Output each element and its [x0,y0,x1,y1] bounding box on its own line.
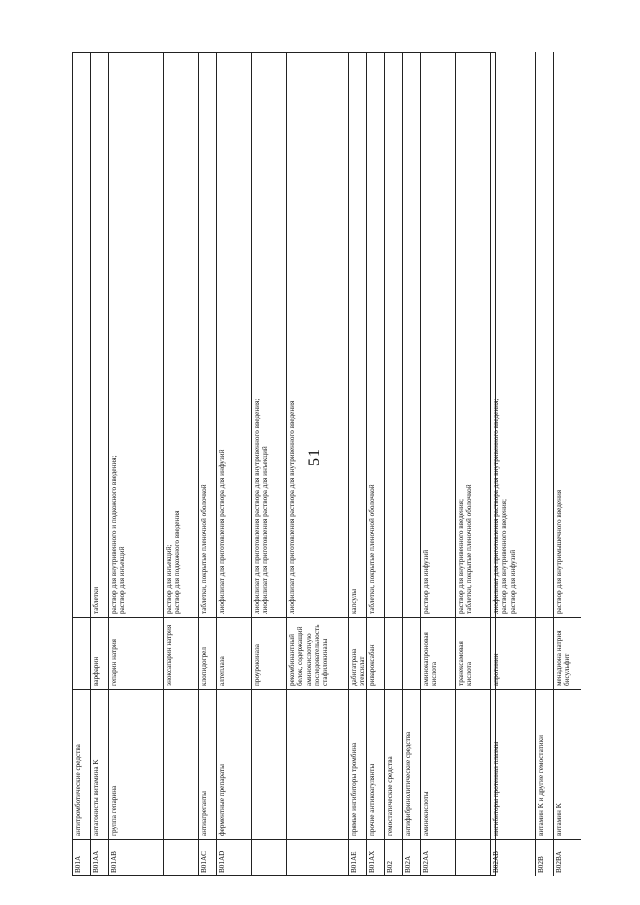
cell-group: антифибринолитические средства [402,690,420,840]
cell-group: ферментные препараты [216,690,251,840]
cell-code [286,840,348,876]
cell-drug: проурокиназа [251,618,286,690]
row-divider [384,52,385,876]
table-row [420,52,455,876]
row-divider [251,52,252,876]
cell-code: B02 [386,861,394,873]
cell-code: B02AB [492,851,500,873]
cell-form [384,52,402,618]
table-row [455,52,490,876]
cell-drug [535,618,553,690]
cell-group: аминокислоты [420,690,455,840]
row-divider [455,52,456,876]
row-divider [420,52,421,876]
cell-group: гемостатические средства [384,690,402,840]
cell-form: капсулы [348,52,366,618]
cell-form: лиофилизат для приготовления раствора для внутривенного введения; раствор для внутривенного введения; раствор для инфузий [490,52,535,618]
cell-form: раствор для инфузий [420,52,455,618]
table-row [108,52,163,876]
cell-code [455,840,490,876]
cell-drug: рекомбинантный белок, содержащий аминокислотную последовательность стафилокиназы [286,618,348,690]
cell-group [455,690,490,840]
page-number: 51 [306,448,323,466]
cell-form: раствор для внутривенного и подкожного введения; раствор для инъекций [108,52,163,618]
cell-drug [72,618,90,690]
cell-form [72,52,90,618]
row-divider [348,52,349,876]
cell-group [163,690,198,840]
cell-drug: гепарин натрия [108,618,163,690]
cell-group [286,690,348,840]
cell-form: таблетки [90,52,108,618]
cell-form: раствор для внутривенного введения; таблетки, покрытые пленочной оболочкой [455,52,490,618]
table-row [216,52,251,876]
cell-code: B01AE [350,851,358,873]
cell-code: B01AD [218,850,226,873]
cell-group: антитромботические средства [72,690,90,840]
cell-code: B01AX [368,850,376,873]
cell-group: антагонисты витамина K [90,690,108,840]
cell-drug [384,618,402,690]
row-divider [163,52,164,876]
table-row [366,52,384,876]
cell-group: прямые ингибиторы тромбина [348,690,366,840]
cell-form [535,52,553,618]
cell-drug: аминокапроновая кислота [420,618,455,690]
table-row [198,52,216,876]
cell-form: лиофилизат для приготовления раствора для внутривенного введения; лиофилизат для приготовления раствора для инъекций [251,52,286,618]
row-divider [286,52,287,876]
cell-group: прочие антикоагулянты [366,690,384,840]
cell-drug: варфарин [90,618,108,690]
cell-drug: ривароксабан [366,618,384,690]
cell-form: таблетки, покрытые пленочной оболочкой [366,52,384,618]
cell-code: B01AB [110,851,118,873]
row-divider [90,52,91,876]
cell-group: витамин K и другие гемостатики [535,690,553,840]
cell-group [251,690,286,840]
row-divider [490,52,491,876]
table-row [384,52,402,876]
cell-code: B02AA [422,850,430,873]
cell-code [251,840,286,876]
cell-drug: дабигатрана этексилат [348,618,366,690]
row-divider [216,52,217,876]
row-divider [366,52,367,876]
cell-group: группа гепарина [108,690,163,840]
drug-table [72,52,572,876]
cell-drug: менадиона натрия бисульфит [553,618,581,690]
row-divider [535,52,536,876]
cell-code [163,840,198,876]
cell-code: B02BA [555,851,563,873]
cell-group: ингибиторы протеиназ плазмы [490,690,535,840]
cell-code: B01AA [92,850,100,873]
table-row [535,52,553,876]
cell-form: раствор для инъекций; раствор для подкожного введения [163,52,198,618]
table-row [72,52,90,876]
row-divider [402,52,403,876]
cell-group: витамин K [553,690,581,840]
row-divider [198,52,199,876]
cell-code: B02A [404,855,412,873]
row-divider [108,52,109,876]
table-row [348,52,366,876]
table-row [90,52,108,876]
cell-drug: эноксапарин натрия [163,618,198,690]
table-row [490,52,535,876]
cell-form: лиофилизат для приготовления раствора для инфузий [216,52,251,618]
cell-drug: алтеплаза [216,618,251,690]
table-row [163,52,198,876]
cell-form [402,52,420,618]
table-row [251,52,286,876]
cell-drug [402,618,420,690]
cell-code: B02B [537,856,545,873]
cell-form: лиофилизат для приготовления раствора для внутривенного введения [286,52,348,618]
table-row [286,52,348,876]
cell-drug: транексамовая кислота [455,618,490,690]
cell-form: раствор для внутримышечного введения [553,52,581,618]
cell-code: B01A [74,855,82,873]
cell-form: таблетки, покрытые пленочной оболочкой [198,52,216,618]
cell-group: антиагреганты [198,690,216,840]
cell-drug: апротинин [490,618,535,690]
cell-code: B01AC [200,851,208,873]
cell-drug: клопидогрел [198,618,216,690]
table-row [402,52,420,876]
row-divider [553,52,554,876]
table-row [553,52,581,876]
